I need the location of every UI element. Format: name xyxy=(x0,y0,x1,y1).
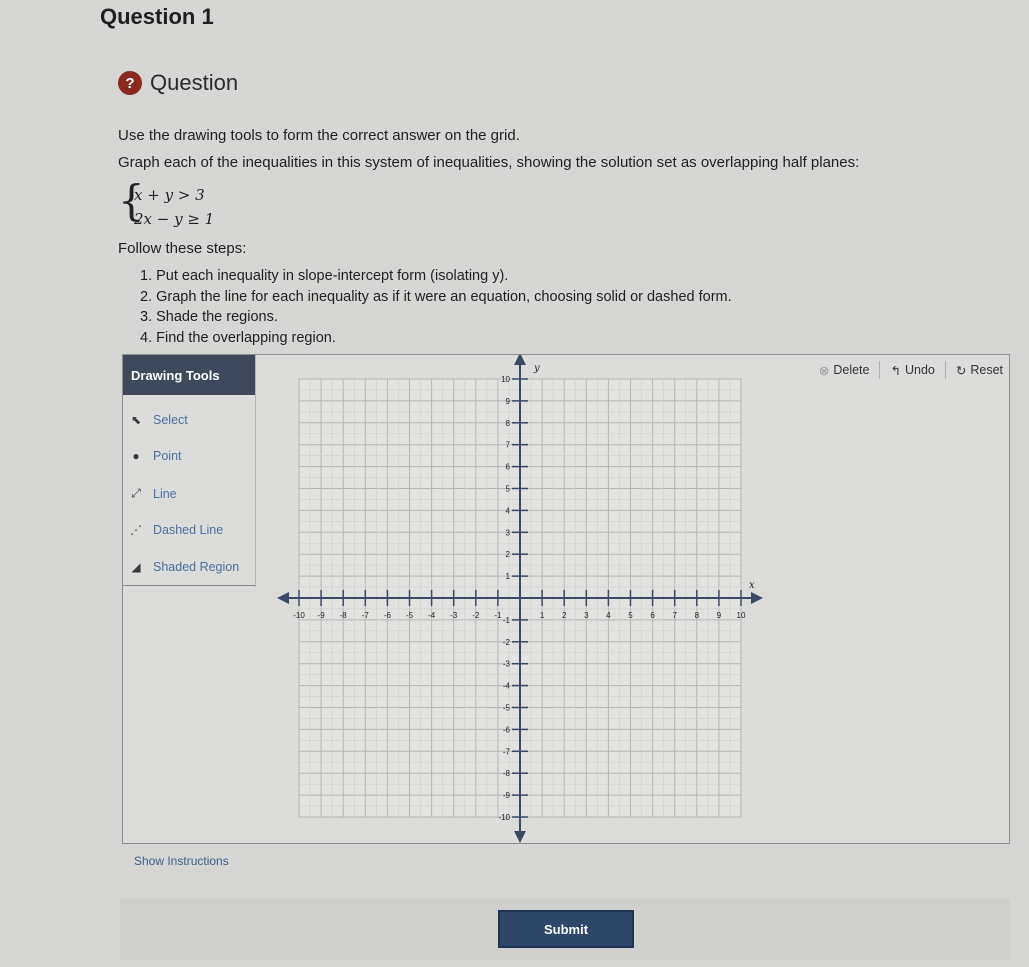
prompt-text: Graph each of the inequalities in this system of inequalities, showing the solution set as overlapping half planes: xyxy=(118,154,860,171)
x-tick-label: -10 xyxy=(293,611,305,620)
x-tick-label: 10 xyxy=(736,611,746,620)
y-tick-label: -3 xyxy=(502,659,510,669)
x-tick-label: -5 xyxy=(405,611,414,620)
question-label: Question xyxy=(150,70,239,95)
y-axis-label: y xyxy=(534,363,540,374)
page-title: Question 1 xyxy=(100,4,214,29)
tool-label: Dashed Line xyxy=(153,523,224,537)
y-tick-label: 5 xyxy=(505,484,510,494)
y-tick-label: 6 xyxy=(505,462,510,472)
reset-label: Reset xyxy=(970,363,1003,377)
y-tick-label: -4 xyxy=(502,681,510,691)
x-axis-left-arrow-icon xyxy=(277,592,289,604)
y-tick-label: -8 xyxy=(502,769,510,779)
x-tick-label: 3 xyxy=(584,611,589,620)
coordinate-grid[interactable] xyxy=(123,355,1009,843)
y-tick-label: 7 xyxy=(505,440,510,450)
y-tick-label: -9 xyxy=(502,791,510,801)
brace-icon: { xyxy=(118,176,145,225)
pointer-icon: ⬉ xyxy=(130,413,142,427)
step-item: 2. Graph the line for each inequality as if it were an equation, choosing solid or dashed form. xyxy=(140,288,732,305)
delete-label: Delete xyxy=(833,363,870,377)
tool-label: Select xyxy=(153,413,188,427)
inequality-2: 2x − y ≥ 1 xyxy=(134,210,215,228)
x-tick-label: 7 xyxy=(672,611,677,620)
undo-icon: ↰ xyxy=(890,363,901,378)
x-tick-label: 4 xyxy=(606,611,611,620)
x-tick-label: 8 xyxy=(694,611,700,620)
x-tick-label: 1 xyxy=(539,611,545,620)
y-tick-label: -1 xyxy=(502,615,510,625)
y-tick-label: -6 xyxy=(502,725,510,735)
inequality-1: x + y > 3 xyxy=(134,186,205,204)
x-tick-label: -9 xyxy=(317,611,325,620)
step-item: 1. Put each inequality in slope-intercept form (isolating y). xyxy=(140,268,509,284)
step-item: 3. Shade the regions. xyxy=(140,309,278,325)
graph-panel xyxy=(122,354,1010,844)
x-tick-label: -7 xyxy=(361,611,369,620)
reset-icon: ↻ xyxy=(955,363,967,378)
x-tick-label: -6 xyxy=(383,611,391,620)
x-tick-label: 6 xyxy=(650,611,655,620)
question-header xyxy=(118,70,238,96)
x-tick-label: -2 xyxy=(472,611,480,620)
y-tick-label: 4 xyxy=(505,506,510,516)
x-tick-label: -4 xyxy=(428,611,436,620)
y-tick-label: 2 xyxy=(505,550,510,560)
y-axis-up-arrow-icon xyxy=(514,355,526,365)
x-tick-label: -1 xyxy=(494,611,502,620)
tool-label: Line xyxy=(153,486,177,501)
tool-label: Point xyxy=(153,449,182,463)
question-help-icon: ? xyxy=(118,71,142,95)
x-tick-label: -3 xyxy=(450,611,458,620)
instruction-text: Use the drawing tools to form the correct answer on the grid. xyxy=(118,127,520,144)
steps-list xyxy=(140,268,732,350)
submit-button[interactable]: Submit xyxy=(498,910,634,948)
dashed-line-icon: ⋰ xyxy=(130,523,142,537)
line-icon: ⤢ xyxy=(131,486,141,500)
undo-label: Undo xyxy=(904,363,935,377)
x-axis-label: x xyxy=(749,580,755,591)
step-item: 4. Find the overlapping region. xyxy=(140,329,336,346)
y-tick-label: -7 xyxy=(502,747,510,757)
y-tick-label: 10 xyxy=(501,375,510,384)
y-tick-label: -10 xyxy=(498,813,510,822)
y-tick-label: 8 xyxy=(505,418,510,428)
x-tick-label: 2 xyxy=(561,611,567,620)
y-tick-label: -5 xyxy=(502,703,510,713)
drawing-tools-title: Drawing Tools xyxy=(123,355,255,395)
show-instructions-link[interactable]: Show Instructions xyxy=(134,854,229,868)
follow-steps-text: Follow these steps: xyxy=(118,240,247,257)
dot-icon: ● xyxy=(132,449,140,463)
delete-icon: ⊗ xyxy=(818,363,830,378)
shaded-region-icon: ◢ xyxy=(131,560,141,574)
y-axis-down-arrow-icon xyxy=(514,831,526,843)
x-tick-label: -8 xyxy=(339,611,347,620)
y-tick-label: -2 xyxy=(502,637,510,647)
x-axis-right-arrow-icon xyxy=(751,592,763,604)
y-tick-label: 1 xyxy=(505,572,510,582)
y-tick-label: 9 xyxy=(505,396,510,406)
tool-label: Shaded Region xyxy=(153,560,240,574)
y-tick-label: 3 xyxy=(505,528,510,538)
x-tick-label: 5 xyxy=(628,611,633,620)
x-tick-label: 9 xyxy=(716,611,722,620)
